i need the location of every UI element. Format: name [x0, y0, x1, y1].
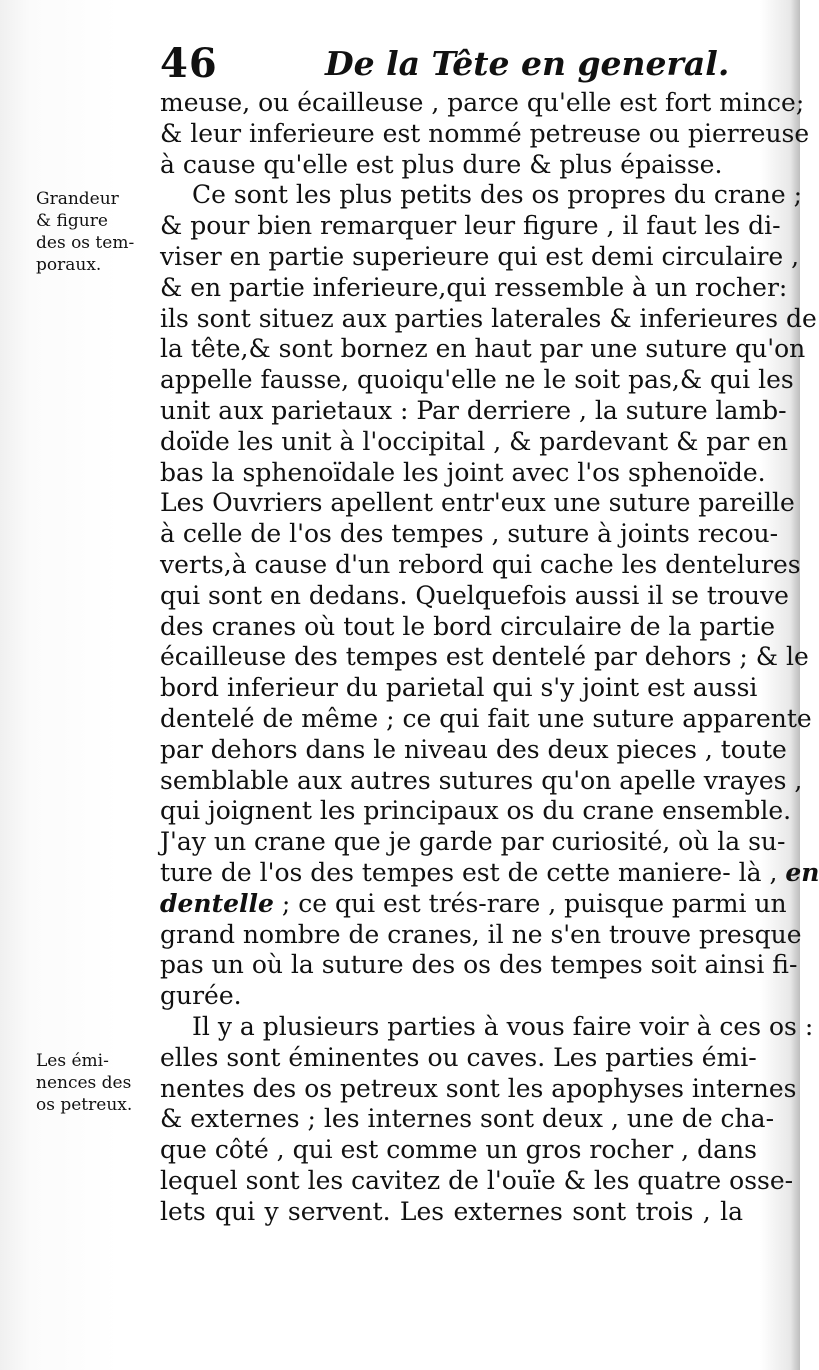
body-text: [160, 88, 819, 1227]
text-line: [160, 950, 798, 981]
text-line-content: la tête,& sont bornez en haut par une suture qu'on: [160, 334, 806, 364]
text-line-content: & pour bien remarquer leur figure , il faut les di-: [160, 211, 781, 241]
text-line: [160, 734, 787, 766]
text-line: [160, 272, 788, 304]
text-line-content: & leur inferieure est nommé petreuse ou pierreuse: [160, 118, 810, 148]
margin-note-line: Les émi-: [36, 1051, 109, 1071]
text-line-content: Ce sont les plus petits des os propres du crane ;: [192, 180, 803, 210]
margin-note-line: poraux.: [36, 255, 102, 275]
text-line: [160, 150, 743, 181]
text-line: [160, 457, 766, 489]
text-line: [160, 365, 794, 396]
text-line: [160, 488, 795, 519]
margin-note-line: des os tem-: [36, 233, 135, 253]
text-line: [160, 1104, 775, 1135]
text-line-content: & externes ; les internes sont deux , une de cha-: [160, 1104, 775, 1134]
text-line-content: que côté , qui est comme un gros rocher , dans: [160, 1135, 757, 1165]
text-line: [160, 1042, 757, 1074]
page-header: [160, 40, 760, 92]
margin-note-line: nences des: [36, 1073, 132, 1093]
text-line: [160, 888, 787, 920]
text-line: [160, 241, 800, 273]
text-line: [160, 88, 805, 119]
margin-note-line: os petreux.: [36, 1095, 133, 1115]
text-line: [160, 1197, 743, 1228]
text-line-content: Les Ouvriers apellent entr'eux une suture pareille: [160, 488, 795, 518]
text-line-content: bas la sphenoïdale les joint avec l'os sphenoïde.: [160, 457, 766, 487]
text-line: [160, 180, 803, 211]
margin-note-eminences: [36, 1050, 160, 1116]
text-line-content: ture de l'os des tempes est de cette maniere- là ,: [160, 857, 778, 887]
text-line: [160, 549, 801, 581]
text-line: [160, 703, 812, 735]
text-line-content: lequel sont les cavitez de l'ouïe & les quatre osse-: [160, 1165, 794, 1195]
text-line-content: Il y a plusieurs parties à vous faire voir à ces os :: [192, 1011, 814, 1041]
page-number: 46: [160, 40, 218, 87]
text-line-content: bord inferieur du parietal qui s'y joint est aussi: [160, 673, 758, 703]
italic-phrase: dentelle: [160, 888, 274, 918]
text-line-content: à cause qu'elle est plus dure & plus épaisse.: [160, 149, 723, 179]
margin-note-line: & figure: [36, 211, 108, 231]
text-line-content: doïde les unit à l'occipital , & pardevant & par en: [160, 426, 788, 456]
text-line: [160, 118, 810, 150]
text-line-content: écailleuse des tempes est dentelé par dehors ; & le: [160, 642, 809, 672]
text-line-content: à celle de l'os des tempes , suture à joints recou-: [160, 519, 779, 549]
text-line-content: par dehors dans le niveau des deux pieces , toute: [160, 734, 787, 764]
text-line: [160, 580, 789, 612]
text-line: [160, 827, 786, 858]
text-line-content: & en partie inferieure,qui ressemble à un rocher:: [160, 272, 788, 302]
text-line-content: appelle fausse, quoiqu'elle ne le soit pas,& qui les: [160, 365, 794, 395]
text-line: [160, 919, 802, 951]
text-line-content: semblable aux autres sutures qu'on apelle vrayes ,: [160, 765, 803, 795]
text-line: [160, 765, 803, 797]
text-line: [160, 1011, 814, 1043]
text-line-content: unit aux parietaux : Par derriere , la suture lamb-: [160, 395, 787, 425]
text-line: [160, 673, 758, 704]
text-line: [160, 796, 792, 827]
text-line-content: nentes des os petreux sont les apophyses internes: [160, 1073, 797, 1103]
text-line: [160, 334, 806, 365]
text-line-content: qui joignent les principaux os du crane ensemble.: [160, 796, 792, 826]
text-line: [160, 426, 788, 458]
text-line-content: grand nombre de cranes, il ne s'en trouve presque: [160, 919, 802, 949]
text-line: [160, 1073, 797, 1105]
text-line: [160, 211, 781, 242]
text-line: [160, 303, 817, 335]
text-line-content: qui sont en dedans. Quelquefois aussi il se trouve: [160, 580, 789, 610]
text-line: [160, 1165, 794, 1197]
italic-phrase: en: [785, 857, 819, 887]
text-line: [160, 642, 809, 673]
text-line-content: meuse, ou écailleuse , parce qu'elle est fort mince;: [160, 88, 805, 117]
text-line-content: lets qui y servent. Les externes sont trois , la: [160, 1196, 743, 1226]
text-line: [160, 857, 819, 889]
text-line-content: J'ay un crane que je garde par curiosité, où la su-: [160, 827, 786, 857]
text-line-content: viser en partie superieure qui est demi circulaire ,: [160, 241, 800, 271]
text-line-content: dentelé de même ; ce qui fait une suture apparente: [160, 703, 812, 733]
text-line: [160, 395, 787, 427]
text-line-content: ils sont situez aux parties laterales & inferieures de: [160, 303, 817, 333]
text-line-content: ; ce qui est trés-rare , puisque parmi un: [273, 888, 787, 918]
text-line-content: des cranes où tout le bord circulaire de la partie: [160, 611, 776, 641]
text-line-content: verts,à cause d'un rebord qui cache les dentelures: [160, 549, 801, 579]
text-line: [160, 981, 743, 1012]
text-line: [160, 1135, 757, 1166]
text-line-content: elles sont éminentes ou caves. Les parties émi-: [160, 1042, 757, 1072]
text-line: [160, 519, 779, 550]
margin-note-grandeur: [36, 188, 160, 276]
margin-note-line: Grandeur: [36, 189, 119, 209]
text-line-content: pas un où la suture des os des tempes soit ainsi fi-: [160, 950, 798, 980]
running-title: De la Tête en general.: [325, 44, 730, 83]
text-line-content: gurée.: [160, 981, 242, 1011]
text-line: [160, 611, 776, 643]
